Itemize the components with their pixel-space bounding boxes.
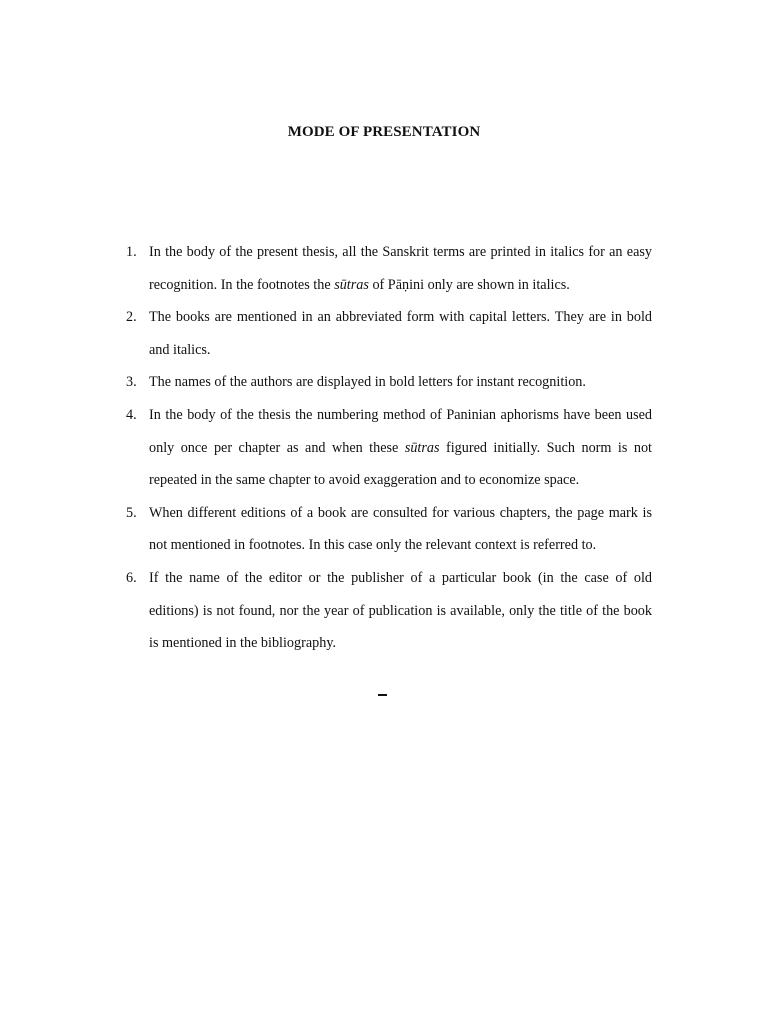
page-marker-text: [378, 694, 379, 695]
list-item: [126, 399, 652, 497]
list-item: [126, 236, 652, 301]
presentation-rules-list: [126, 236, 652, 660]
list-item-italic-term: sūtras: [334, 276, 369, 293]
page-marker: [378, 694, 387, 696]
list-item-italic-term: sūtras: [404, 439, 440, 456]
list-item-text: In the body of the present thesis, all the Sanskrit terms are printed in italics for an easy recognition. In the footnotes the: [149, 244, 652, 293]
list-item-number: 1.: [126, 244, 137, 260]
list-item-text: The books are mentioned in an abbreviated form with capital letters. They are in bold and italics.: [149, 309, 652, 358]
list-item-text-continued: of Pāṇini only are shown in italics.: [368, 276, 570, 293]
list-item-number: 2.: [126, 309, 137, 326]
list-item-text: If the name of the editor or the publisher of a particular book (in the case of old editions) is not found, nor the year of publication is available, only the title of the book is mentioned in the bibliography.: [149, 569, 652, 652]
list-item-number: 5.: [126, 504, 137, 521]
list-item: [126, 366, 652, 399]
page-title: MODE OF PRESENTATION: [287, 124, 481, 140]
list-item-number: 6.: [126, 569, 137, 586]
list-item-number: 4.: [126, 406, 137, 423]
list-item: [126, 497, 652, 562]
list-item: [126, 301, 652, 366]
list-item-text: When different editions of a book are consulted for various chapters, the page mark is not mentioned in footnotes. In this case only the relevant context is referred to.: [149, 504, 652, 554]
list-item-number: 3.: [126, 374, 137, 391]
list-item-text: In the body of the thesis the numbering method of Paninian aphorisms have been used only once per chapter as and when these: [149, 406, 652, 456]
list-item-text: The names of the authors are displayed in bold letters for instant recognition.: [149, 374, 586, 391]
list-item: [126, 562, 652, 660]
list-item-text-continued: figured initially. Such norm is not repeated in the same chapter to avoid exaggeration and to economize space.: [149, 439, 652, 489]
